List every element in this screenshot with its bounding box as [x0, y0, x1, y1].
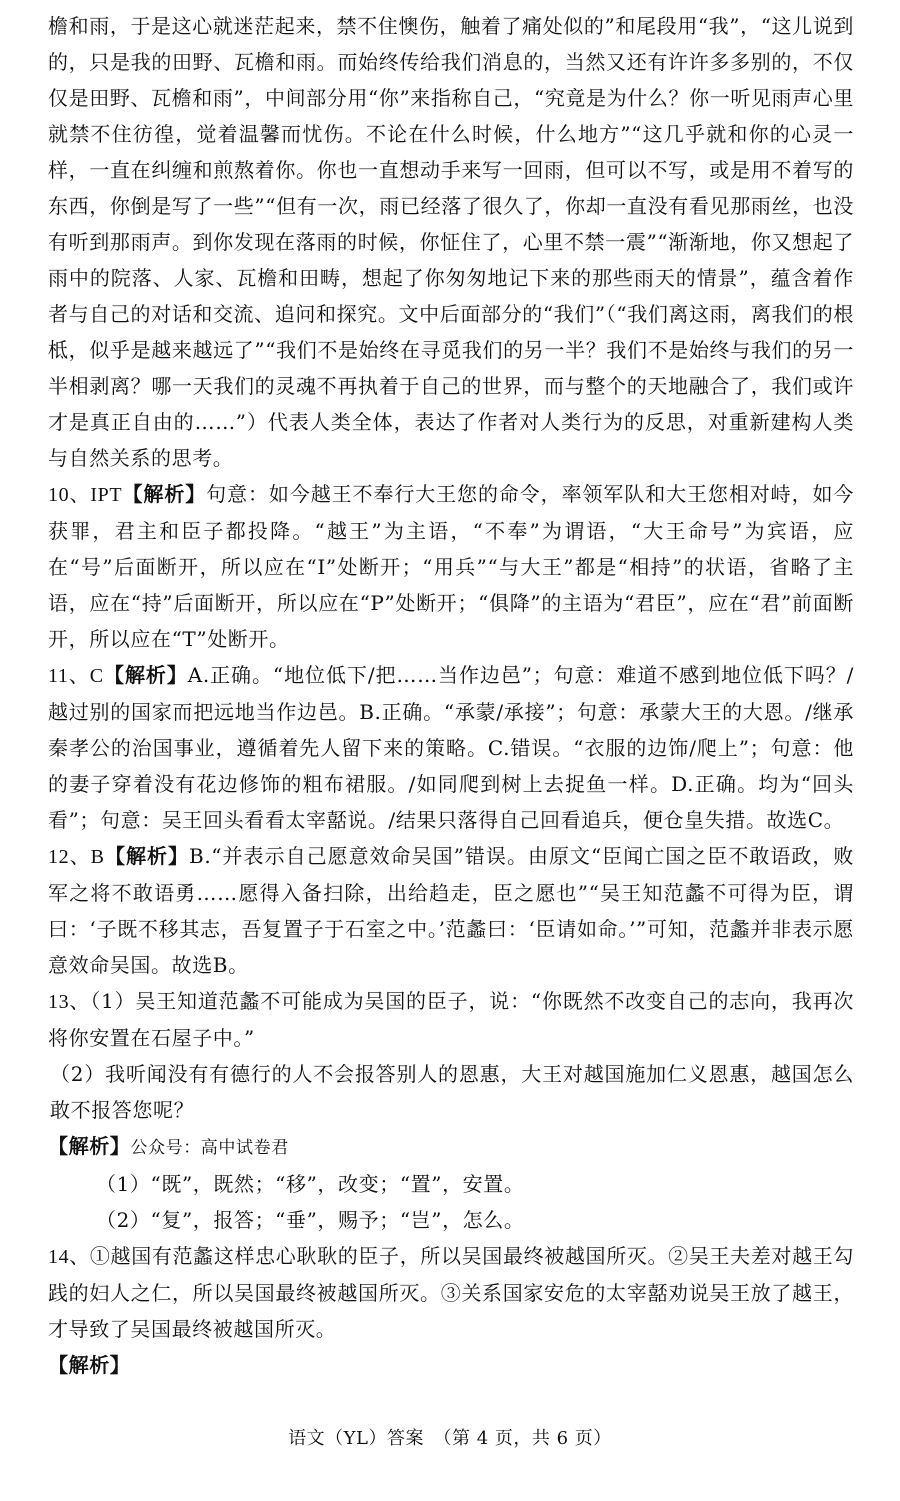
answer-13-note-2: （2）“复”，报答；“垂”，赐予；“岂”，怎么。: [96, 1208, 525, 1232]
answer-12-text: B.“并表示自己愿意效命吴国”错误。由原文“臣闻亡国之臣不敢语政，败军之将不敢语勇……愿得入备扫除，出给趋走，臣之愿也”“吴王知范蠡不可得为臣，谓曰：‘子既不移其志，吾复置子于石室之中。’范蠡曰：‘臣请如命。’”可知，范蠡并非表示愿意效命吴国。故选B。: [48, 844, 854, 977]
answer-10-number: 10、IPT: [48, 484, 123, 506]
answer-14-analysis: [48, 1347, 854, 1383]
answer-13-note-1: （1）“既”，既然；“移”，改变；“置”，安置。: [96, 1172, 525, 1196]
intro-paragraph: 檐和雨，于是这心就迷茫起来，禁不住懊伤，触着了痛处似的”和尾段用“我”，“这儿说到的，只是我的田野、瓦檐和雨。而始终传给我们消息的，当然又还有许许多多别的，不仅仅是田野、瓦檐和雨”，中间部分用“你”来指称自己，“究竟是为什么？你一听见雨声心里就禁不住彷徨，觉着温馨而忧伤。不论在什么时候，什么地方”“这几乎就和你的心灵一样，一直在纠缠和煎熬着你。你也一直想动手来写一回雨，但可以不写，或是用不着写的东西，你倒是写了一些”“但有一次，雨已经落了很久了，你却一直没有看见那雨丝，也没有听到那雨声。到你发现在落雨的时候，你怔住了，心里不禁一震”“渐渐地，你又想起了雨中的院落、人家、瓦檐和田畴，想起了你匆匆地记下来的那些雨天的情景”，蕴含着作者与自己的对话和交流、追问和探究。文中后面部分的“我们”（“我们离这雨，离我们的根柢，似乎是越来越远了”“我们不是始终在寻觅我们的另一半？我们不是始终与我们的另一半相剥离？哪一天我们的灵魂不再执着于自己的世界，而与整个的天地融合了，我们或许才是真正自由的……”）代表人类全体，表达了作者对人类行为的反思，对重新建构人类与自然关系的思考。: [48, 14, 854, 470]
answer-11-analysis-tag: 【解析】: [103, 663, 188, 687]
answer-13-number: 13、: [48, 991, 91, 1013]
answer-14-text: ①越国有范蠡这样忠心耿耿的臣子，所以吴国最终被越国所灭。②吴王夫差对越王勾践的妇人之仁，所以吴国最终被越国所灭。③关系国家安危的太宰嚭劝说吴王放了越王，才导致了吴国最终被越国所灭。: [48, 1244, 854, 1341]
answer-13-analysis-tag: 【解析】: [48, 1134, 131, 1158]
answer-14-number: 14、: [48, 1246, 90, 1268]
answer-10: [48, 476, 854, 657]
answer-13-source: 公众号：高中试卷君: [130, 1138, 289, 1158]
answer-12: [48, 838, 854, 983]
answer-13-text-1: （1）吴王知道范蠡不可能成为吴国的臣子，说：“你既然不改变自己的志向，我再次将你安置在石屋子中。”: [48, 989, 854, 1050]
answer-12-number: 12、B: [48, 846, 105, 868]
answer-13-part-1: [48, 983, 854, 1056]
answer-page: [48, 8, 854, 1383]
answer-11-text: A.正确。“地位低下/把……当作边邑”；句意：难道不感到地位低下吗？/越过别的国家而把远地当作边邑。B.正确。“承蒙/承接”；句意：承蒙大王的大恩。/继承秦孝公的治国事业，遵循着先人留下来的策略。C.错误。“衣服的边饰/爬上”；句意：他的妻子穿着没有花边修饰的粗布裙服。/如同爬到树上去捉鱼一样。D.正确。均为“回头看”；句意：吴王回头看看太宰嚭说。/结果只落得自己回看追兵，便仓皇失措。故选C。: [48, 663, 854, 832]
answer-13-analysis: [48, 1128, 854, 1166]
answer-10-analysis-tag: 【解析】: [122, 482, 207, 506]
answer-12-analysis-tag: 【解析】: [104, 844, 190, 868]
page-footer: 语文（YL）答案 （第 4 页，共 6 页）: [288, 1428, 612, 1449]
answer-11: [48, 657, 854, 838]
answer-10-text: 句意：如今越王不奉行大王您的命令，率领军队和大王您相对峙，如今获罪，君主和臣子都投降。“越王”为主语，“不奉”为谓语，“大王命号”为宾语，应在“号”后面断开，所以应在“I”处断开；“用兵”“与大王”都是“相持”的状语，省略了主语，应在“持”后面断开，所以应在“P”处断开；“俱降”的主语为“君臣”，应在“君”前面断开，所以应在“T”处断开。: [48, 482, 854, 651]
answer-13-part-2: （2）我听闻没有有德行的人不会报答别人的恩惠，大王对越国施加仁义恩惠，越国怎么敢不报答您呢？: [50, 1062, 854, 1122]
answer-14-analysis-tag: 【解析】: [48, 1353, 131, 1377]
answer-11-number: 11、C: [48, 665, 104, 687]
answer-14: [48, 1238, 854, 1347]
